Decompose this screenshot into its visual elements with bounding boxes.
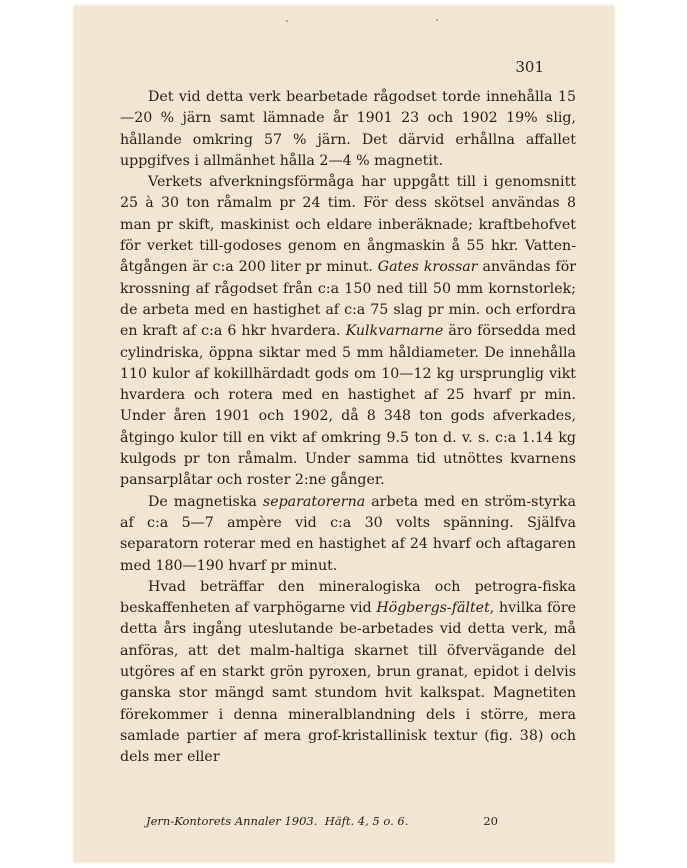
- text-run: Hvad beträffar den mineralogiska och petrogra-fiska beskaffenheten af varphögarne vid: [120, 578, 576, 617]
- footer-signature: 20: [483, 814, 498, 828]
- text-run: , hvilka före detta års ingång uteslutande be-arbetades vid detta verk, må anföras, att det malm-haltiga skarnet till öfvervägande del utgöres af en starkt grön pyroxen, brun granat, epidot i delvis ganska stor mängd samt stundom hvit kalkspat. Magnetiten förekommer i denna mineralblandning dels i större, mera samlade partier af mera grof-kristallinisk textur (fig. 38) och dels mer eller: [120, 600, 576, 766]
- italic-term: Gates krossar: [377, 259, 478, 276]
- text-run: arbeta med en ström-styrka af c:a 5—7 ampère vid c:a 30 volts spänning. Själfva separatorn roterar med en hastighet af 24 hvarf och aftagaren med 180—190 hvarf pr minut.: [120, 493, 576, 574]
- text-run: äro försedda med cylindriska, öppna siktar med 5 mm håldiameter. De innehålla 110 kulor af kokillhärdadt gods om 10—12 kg ursprunglig vikt hvardera och rotera med en hastighet af 25 hvarf pr min. Under åren 1901 och 1902, då 8 348 ton gods afverkades, åtgingo kulor till en vikt af omkring 9.5 ton d. v. s. c:a 1.14 kg kulgods pr ton råmalm. Under samma tid utnöttes kvarnens pansarplåtar och roster 2:ne gånger.: [120, 323, 577, 489]
- document-page: [74, 6, 614, 862]
- paragraph: [120, 172, 576, 491]
- text-run: De magnetiska: [148, 493, 263, 510]
- page-number: 301: [515, 58, 544, 76]
- footer-issue: Häft. 4, 5 o. 6.: [324, 814, 409, 828]
- paragraph: [120, 492, 576, 577]
- paragraph: [120, 577, 576, 769]
- text-run: Verkets afverkningsförmåga har uppgått till i genomsnitt 25 à 30 ton råmalm pr 24 tim. För dess skötsel användas 8 man pr skift, maskinist och eldare inberäknade; kraftbehofvet för verket till-godoses genom en ångmaskin å 55 hkr. Vatten-åtgången är c:a 200 liter pr minut.: [120, 174, 576, 276]
- text-run: användas för krossning af rågodset från c:a 150 ned till 50 mm kornstorlek; de arbeta med en hastighet af c:a 75 slag pr min. och erfordra en kraft af c:a 6 hkr hvardera.: [120, 259, 577, 340]
- footer-journal: Jern-Kontorets Annaler 1903. Häft. 4, 5 o. 6.: [146, 814, 409, 828]
- paper-speck: [286, 20, 288, 22]
- italic-term: separatorerna: [262, 493, 366, 510]
- page-footer: [146, 814, 498, 828]
- paper-speck: [436, 19, 438, 21]
- paragraph: [120, 87, 576, 172]
- italic-term: Högbergs-fältet: [376, 600, 490, 617]
- italic-term: Kulkvarnarne: [345, 323, 444, 340]
- body-text: [120, 87, 576, 769]
- text-run: Det vid detta verk bearbetade rågodset torde innehålla 15—20 % järn samt lämnade år 1901 23 och 1902 19% slig, hållande omkring 57 % järn. Det därvid erhållna affallet uppgifves i allmänhet hålla 2—4 % magnetit.: [120, 89, 576, 169]
